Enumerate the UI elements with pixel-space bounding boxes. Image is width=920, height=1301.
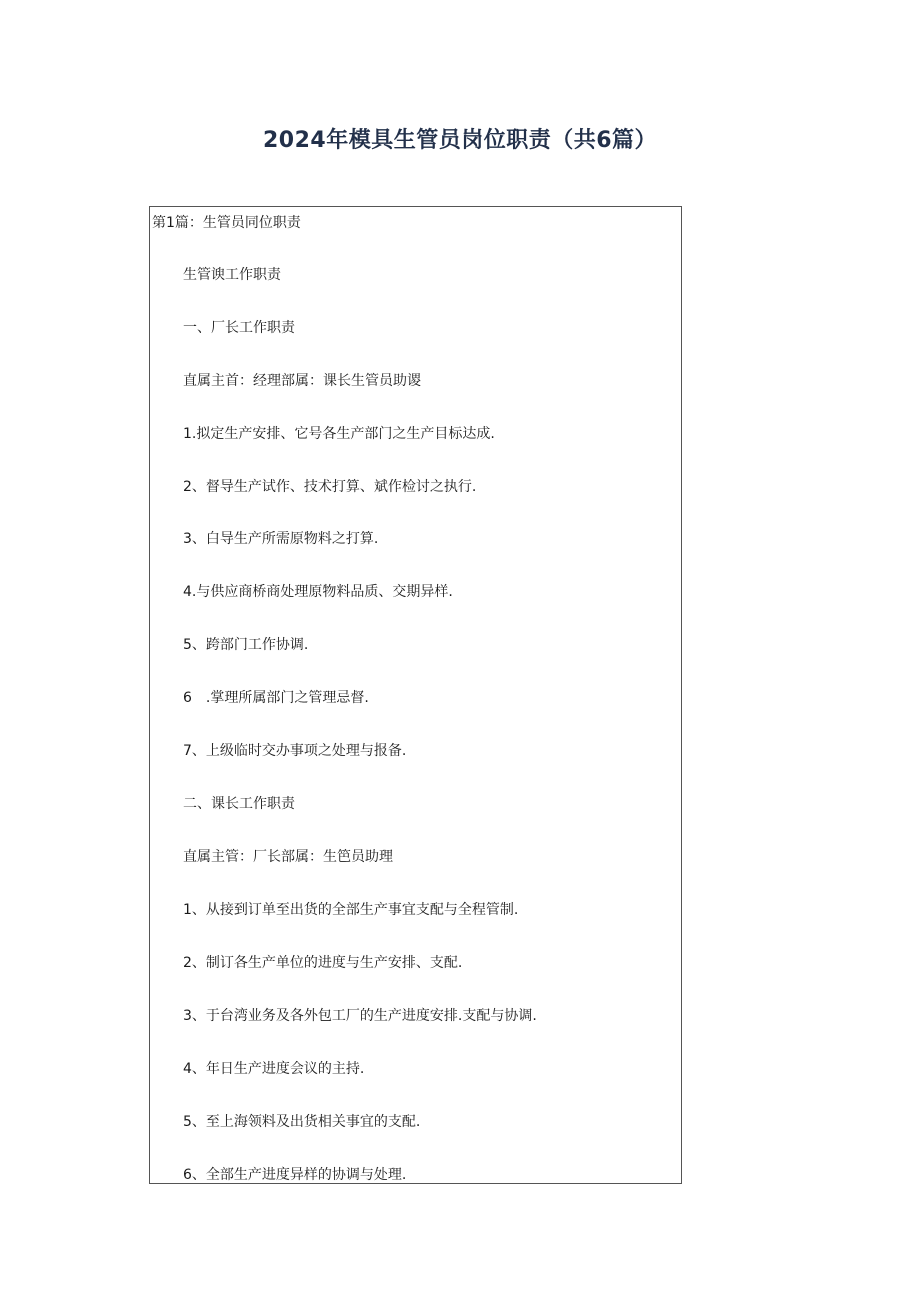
list-item: 一、厂长工作职责	[183, 320, 295, 336]
list-item: 1.拟定生产安排、它号各生产部门之生产目标达成.	[183, 426, 495, 442]
list-item: 2、督导生产试作、技术打算、斌作检讨之执行.	[183, 479, 477, 495]
list-item: 6 .掌理所属部门之管理忌督.	[183, 690, 369, 706]
list-item: 生管谀工作职责	[183, 267, 281, 283]
section-header: 第1篇：生管员同位职责	[152, 215, 301, 231]
document-title: 2024年模具生管员岗位职责（共6篇）	[262, 128, 658, 153]
list-item: 3、于台湾业务及各外包工厂的生产进度安排.支配与协调.	[183, 1008, 537, 1024]
list-item: 4.与供应商桥商处理原物料品质、交期异样.	[183, 584, 453, 600]
list-item: 3、白导生产所需原物料之打算.	[183, 531, 379, 547]
list-item: 5、跨部门工作协调.	[183, 637, 309, 653]
list-item: 二、课长工作职责	[183, 796, 295, 812]
list-item: 5、至上海领料及出货相关事宜的支配.	[183, 1114, 421, 1130]
list-item: 直属主首：经理部属：课长生管员助谡	[183, 373, 421, 389]
list-item: 4、年日生产进度会议的主持.	[183, 1061, 365, 1077]
list-item: 1、从接到订单至出货的全部生产事宜支配与全程管制.	[183, 902, 519, 918]
list-item: 7、上级临时交办事项之处理与报备.	[183, 743, 407, 759]
list-item: 2、制订各生产单位的进度与生产安排、支配.	[183, 955, 463, 971]
list-item: 6、全部生产进度异样的协调与处理.	[183, 1167, 407, 1183]
content-box	[149, 206, 682, 1184]
list-item: 直属主管：厂长部属：生笆员助理	[183, 849, 393, 865]
